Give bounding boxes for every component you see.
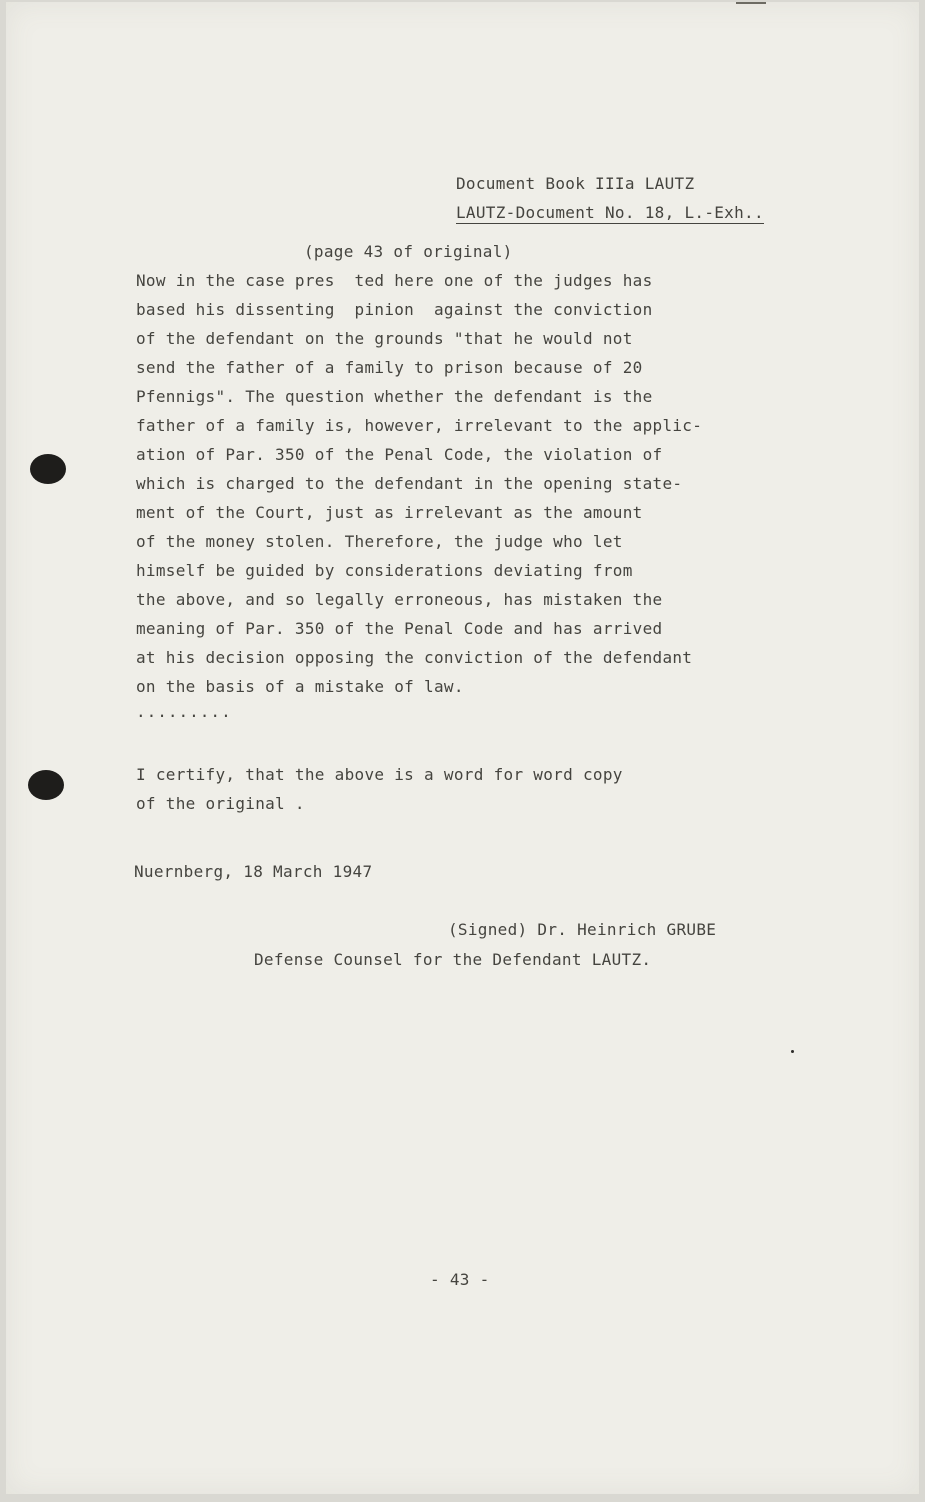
body-line: the above, and so legally erroneous, has mistaken the [136,590,663,609]
body-line: meaning of Par. 350 of the Penal Code and has arrived [136,619,663,638]
punch-hole-lower [28,770,64,800]
body-line: based his dissenting pinion against the conviction [136,300,653,319]
signatory-title: Defense Counsel for the Defendant LAUTZ. [254,950,652,969]
original-page-reference: (page 43 of original) [304,242,513,261]
document-book-line: Document Book IIIa LAUTZ [456,174,695,193]
body-line: Now in the case pres ted here one of the judges has [136,271,653,290]
punch-hole-upper [30,454,66,484]
body-line: which is charged to the defendant in the opening state- [136,474,683,493]
body-line: of the money stolen. Therefore, the judge who let [136,532,623,551]
body-line: on the basis of a mistake of law. [136,677,464,696]
document-number-line: LAUTZ-Document No. 18, L.-Exh.. [456,203,764,222]
omission-ellipsis: ......... [136,702,232,721]
certification-line: I certify, that the above is a word for word copy [136,765,623,784]
body-line: at his decision opposing the conviction of the defendant [136,648,693,667]
body-line: father of a family is, however, irrelevant to the applic- [136,416,703,435]
body-line: of the defendant on the grounds "that he would not [136,329,633,348]
ink-speck [791,1050,794,1053]
body-line: Pfennigs". The question whether the defendant is the [136,387,653,406]
signature-line: (Signed) Dr. Heinrich GRUBE [448,920,717,939]
body-line: ment of the Court, just as irrelevant as the amount [136,503,643,522]
page-number: - 43 - [430,1270,490,1289]
document-page [6,2,919,1494]
top-edge-mark [736,2,766,4]
body-line: himself be guided by considerations deviating from [136,561,633,580]
place-and-date: Nuernberg, 18 March 1947 [134,862,373,881]
body-line: ation of Par. 350 of the Penal Code, the violation of [136,445,663,464]
certification-line: of the original . [136,794,305,813]
body-line: send the father of a family to prison because of 20 [136,358,643,377]
